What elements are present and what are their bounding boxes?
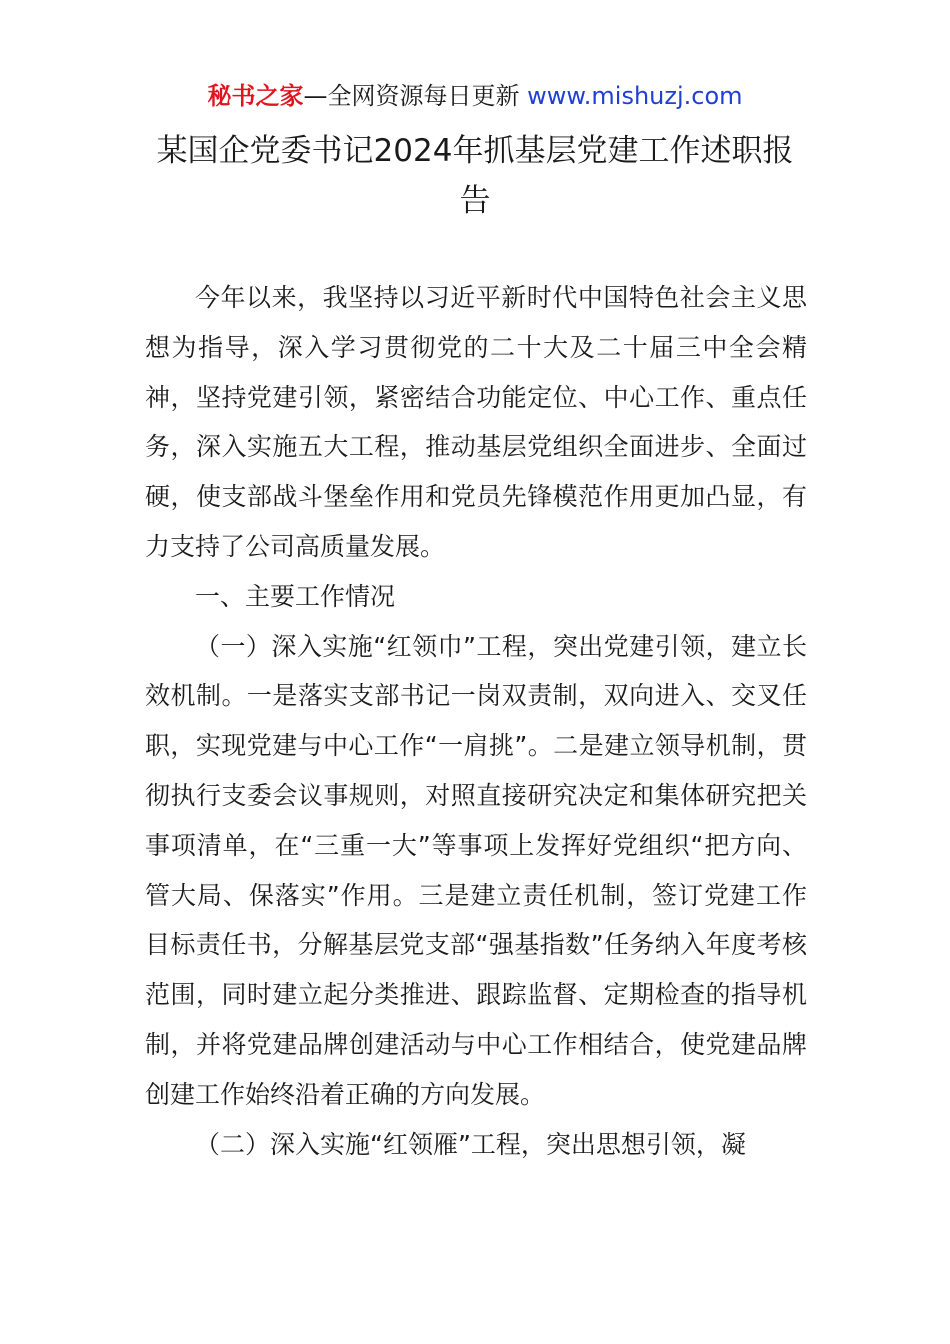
paragraph-red-scarf-project: （一）深入实施“红领巾”工程，突出党建引领，建立长效机制。一是落实支部书记一岗双责制，双向进入、交叉任职，实现党建与中心工作“一肩挑”。二是建立领导机制，贯彻执行支委会议事规则，对照直接研究决定和集体研究把关事项清单，在“三重一大”等事项上发挥好党组织“把方向、管大局、保落实”作用。三是建立责任机制，签订党建工作目标责任书，分解基层党支部“强基指数”任务纳入年度考核范围，同时建立起分类推进、跟踪监督、定期检查的指导机制，并将党建品牌创建活动与中心工作相结合，使党建品牌创建工作始终沿着正确的方向发展。 — [145, 631, 807, 1109]
site-url-link[interactable]: www.mishuzj.com — [527, 82, 743, 110]
site-header — [0, 80, 950, 112]
paragraph-red-goose-project: （二）深入实施“红领雁”工程，突出思想引领，凝 — [195, 1129, 746, 1159]
document-title: 某国企党委书记2024年抓基层党建工作述职报告 — [156, 133, 794, 219]
site-slogan: —全网资源每日更新 — [303, 82, 520, 110]
paragraph-intro: 今年以来，我坚持以习近平新时代中国特色社会主义思想为指导，深入学习贯彻党的二十大及二十届三中全会精神，坚持党建引领，紧密结合功能定位、中心工作、重点任务，深入实施五大工程，推动基层党组织全面进步、全面过硬，使支部战斗堡垒作用和党员先锋模范作用更加凸显，有力支持了公司高质量发展。 — [145, 283, 807, 561]
section-heading-main-work: 一、主要工作情况 — [195, 581, 396, 611]
site-brand: 秘书之家 — [207, 82, 304, 110]
document-body — [145, 273, 807, 1169]
